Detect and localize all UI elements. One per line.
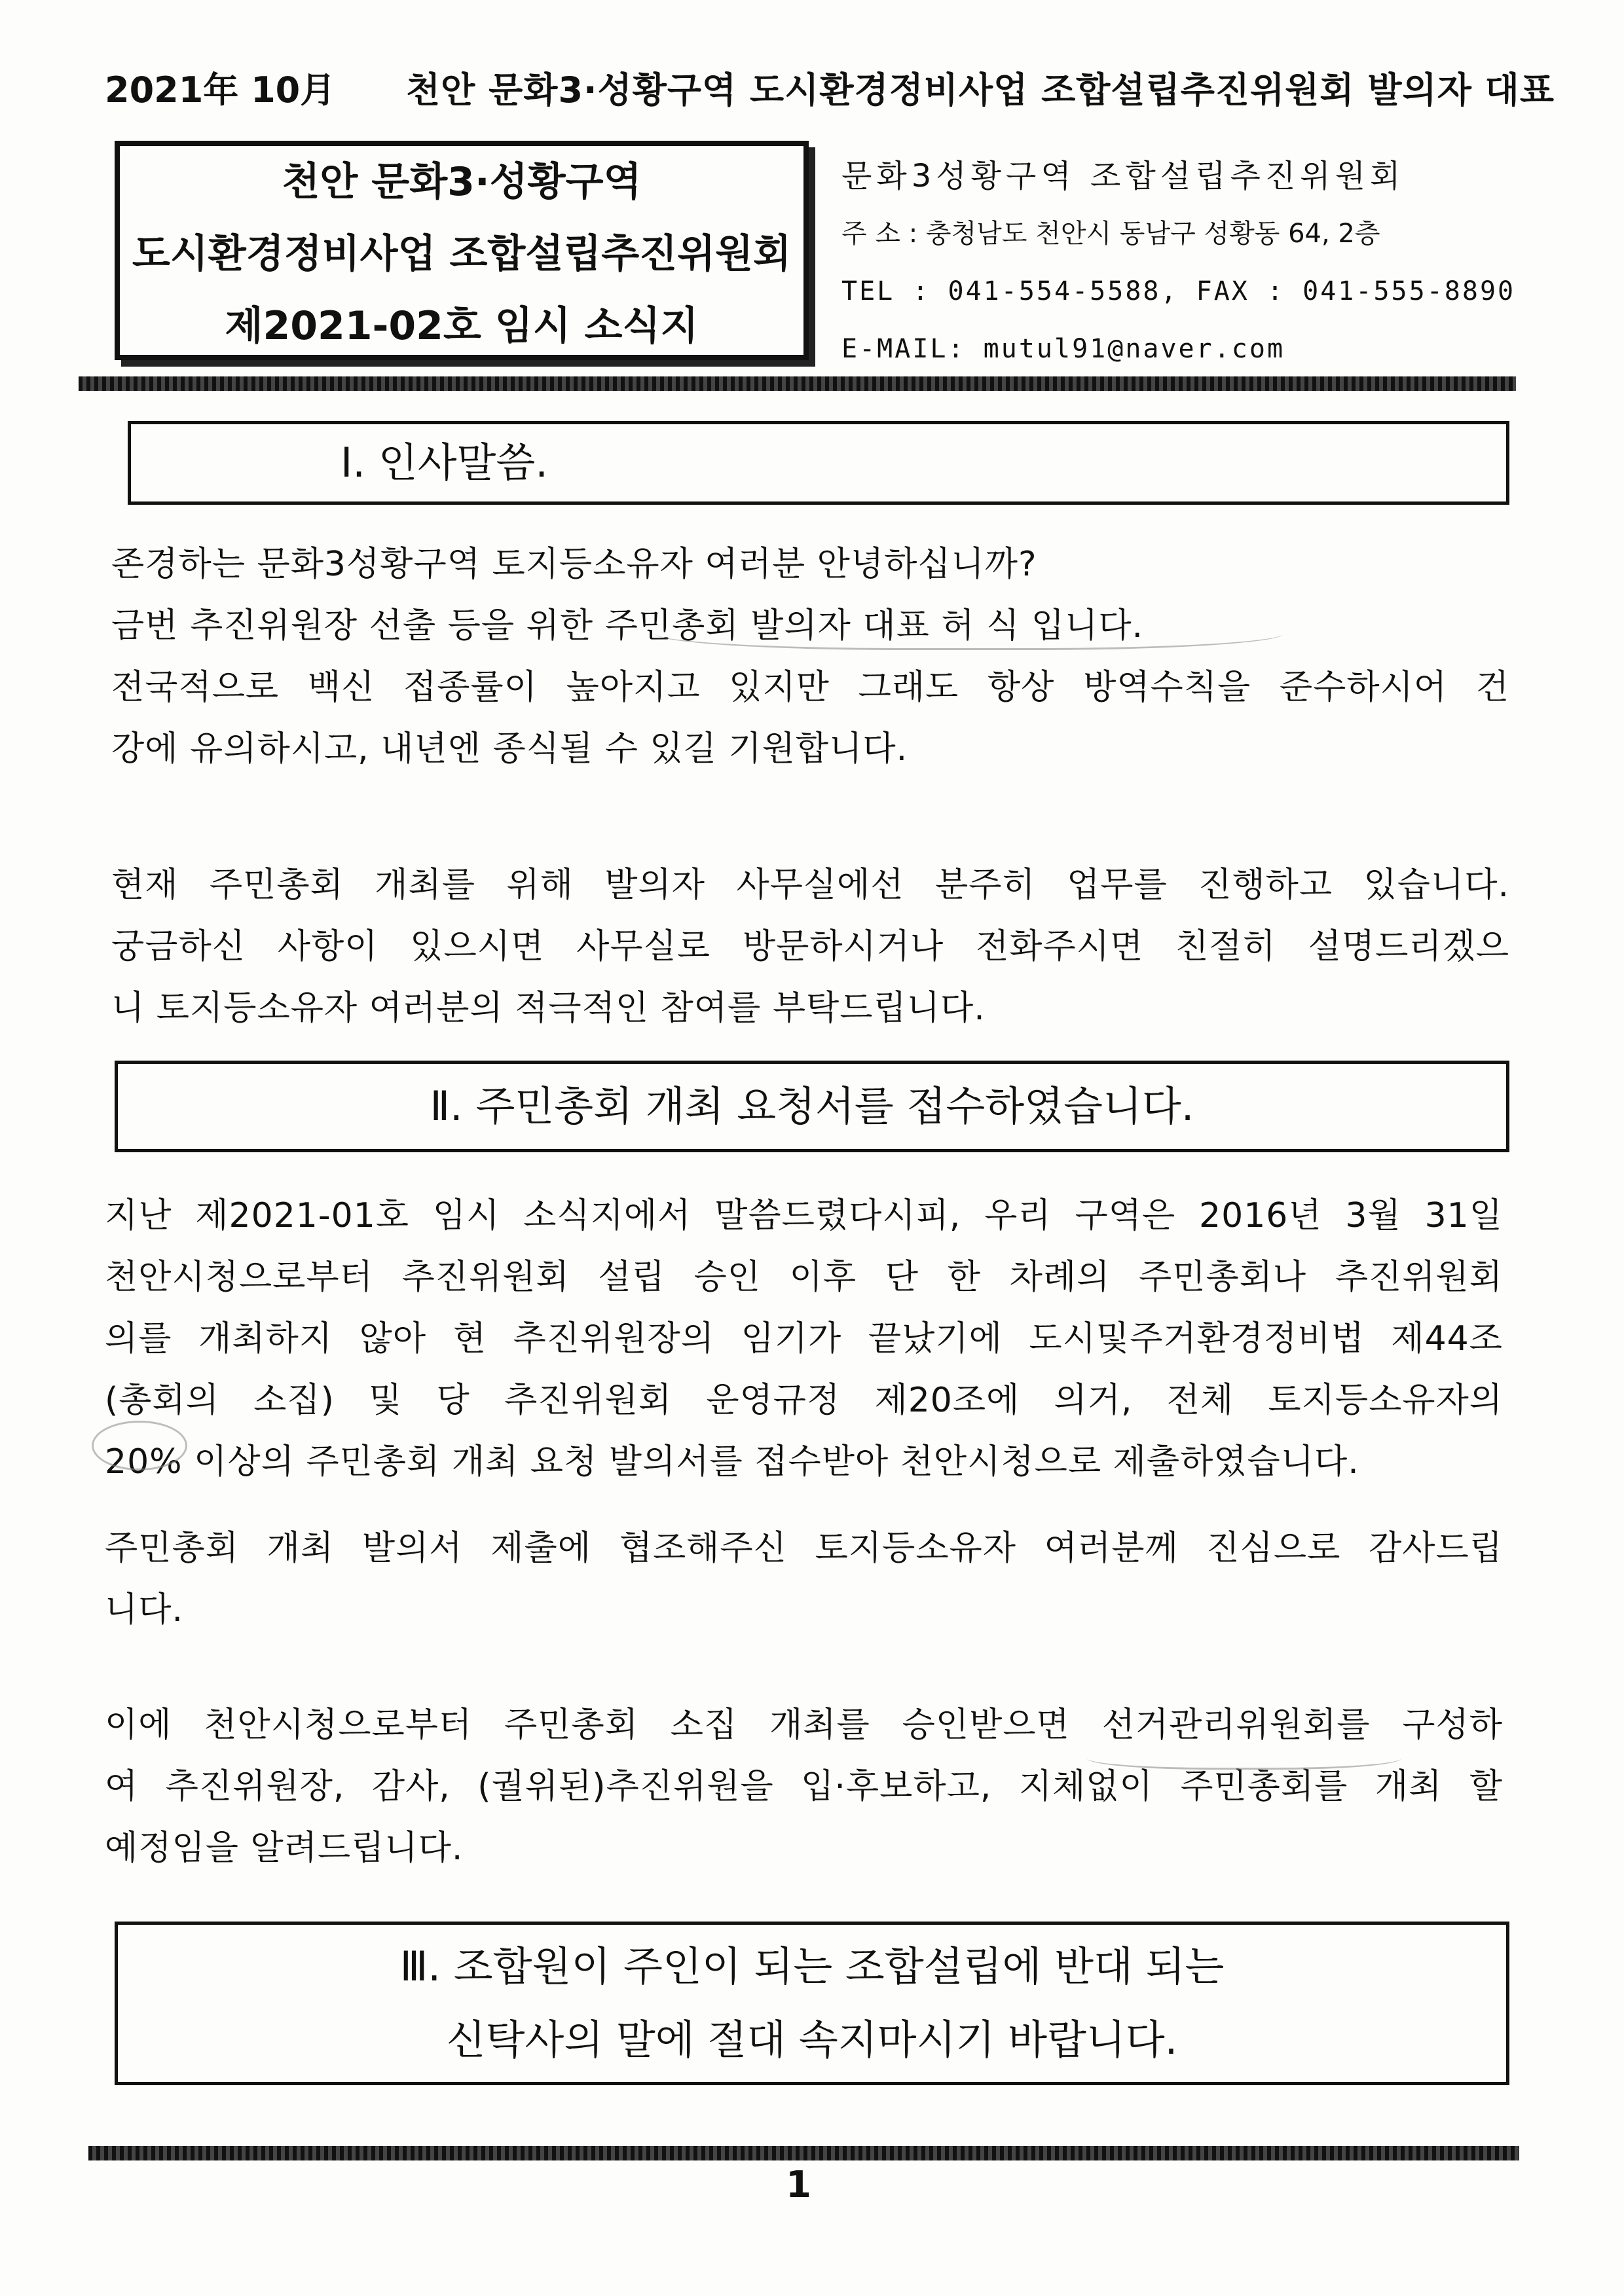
section-3-heading-line-2: 신탁사의 말에 절대 속지마시기 바랍니다. [446,2016,1178,2064]
title-line-2: 도시환경정비사업 조합설립추진위원회 [132,231,792,277]
paragraph-line: 강에 유의하시고, 내년엔 종식될 수 있길 기원합니다. [111,729,908,769]
paragraph-line: 의를 개최하지 않아 현 추진위원장의 임기가 끝났기에 도시및주거환경정비법 제44조 [105,1319,1503,1358]
paragraph-line: 니다. [105,1590,183,1630]
paragraph-line: (총회의 소집) 및 당 추진위원회 운영규정 제20조에 의거, 전체 토지등소유자의 [105,1381,1503,1420]
paragraph-line: 20% 이상의 주민총회 개최 요청 발의서를 접수받아 천안시청으로 제출하였습니다. [105,1442,1359,1482]
address: 주 소 : 충청남도 천안시 동남구 성황동 64, 2층 [841,219,1380,249]
newsletter-title-box [115,141,809,360]
footer-divider [88,2146,1519,2160]
paragraph-line: 존경하는 문화3성황구역 토지등소유자 여러분 안녕하십니까? [111,545,1037,584]
header-divider [79,376,1516,391]
pen-underline-mark [655,609,1283,650]
section-3-heading [115,1922,1509,2085]
header-date: 2021年 10月 [105,69,336,111]
paragraph-line: 여 추진위원장, 감사, (궐위된)추진위원을 입·후보하고, 지체없이 주민총회를 개최 할 [105,1767,1503,1806]
section-1-paragraph-1 [111,534,1509,780]
contact-info [841,147,1522,378]
header-title: 천안 문화3·성황구역 도시환경정비사업 조합설립추진위원회 발의자 대표 [406,69,1555,111]
tel-fax: TEL : 041-554-5588, FAX : 041-555-8890 [841,276,1516,306]
paragraph-line: 주민총회 개최 발의서 제출에 협조해주신 토지등소유자 여러분께 진심으로 감사드립 [105,1529,1503,1568]
section-2-paragraph-1 [105,1185,1503,1493]
pen-underline-mark [1087,1741,1401,1770]
section-2-paragraph-3 [105,1694,1503,1879]
section-1-paragraph-2 [111,854,1509,1039]
paragraph-line: 궁금하신 사항이 있으시면 사무실로 방문하시거나 전화주시면 친절히 설명드리겠으 [111,927,1509,966]
section-1-heading: Ⅰ. 인사말씀. [128,421,1509,505]
paragraph-line: 예정임을 알려드립니다. [105,1829,464,1868]
section-2-paragraph-2 [105,1518,1503,1641]
paragraph-line: 현재 주민총회 개최를 위해 발의자 사무실에선 분주히 업무를 진행하고 있습니다. [111,866,1509,905]
pen-circle-mark [92,1421,187,1470]
paragraph-line: 금번 추진위원장 선출 등을 위한 주민총회 발의자 대표 허 식 입니다. [111,606,1144,646]
paragraph-line: 천안시청으로부터 추진위원회 설립 승인 이후 단 한 차례의 주민총회나 추진위원회 [105,1258,1503,1297]
section-2-heading: Ⅱ. 주민총회 개최 요청서를 접수하였습니다. [115,1061,1509,1152]
page-header [105,56,1555,111]
title-line-3: 제2021-02호 임시 소식지 [225,303,699,349]
email: E-MAIL: mutul91@naver.com [841,334,1285,364]
org-name: 문화3성황구역 조합설립추진위원회 [841,158,1405,194]
paragraph-line: 이에 천안시청으로부터 주민총회 소집 개최를 승인받으면 선거관리위원회를 구성하 [105,1705,1503,1745]
paragraph-line: 전국적으로 백신 접종률이 높아지고 있지만 그래도 항상 방역수칙을 준수하시어 건 [111,668,1509,707]
section-3-heading-line-1: Ⅲ. 조합원이 주인이 되는 조합설립에 반대 되는 [399,1942,1225,1990]
page-number: 1 [786,2164,811,2206]
paragraph-line: 지난 제2021-01호 임시 소식지에서 말씀드렸다시피, 우리 구역은 2016년 3월 31일 [105,1196,1503,1235]
title-line-1: 천안 문화3·성황구역 [282,159,642,205]
paragraph-line: 니 토지등소유자 여러분의 적극적인 참여를 부탁드립니다. [111,989,986,1028]
